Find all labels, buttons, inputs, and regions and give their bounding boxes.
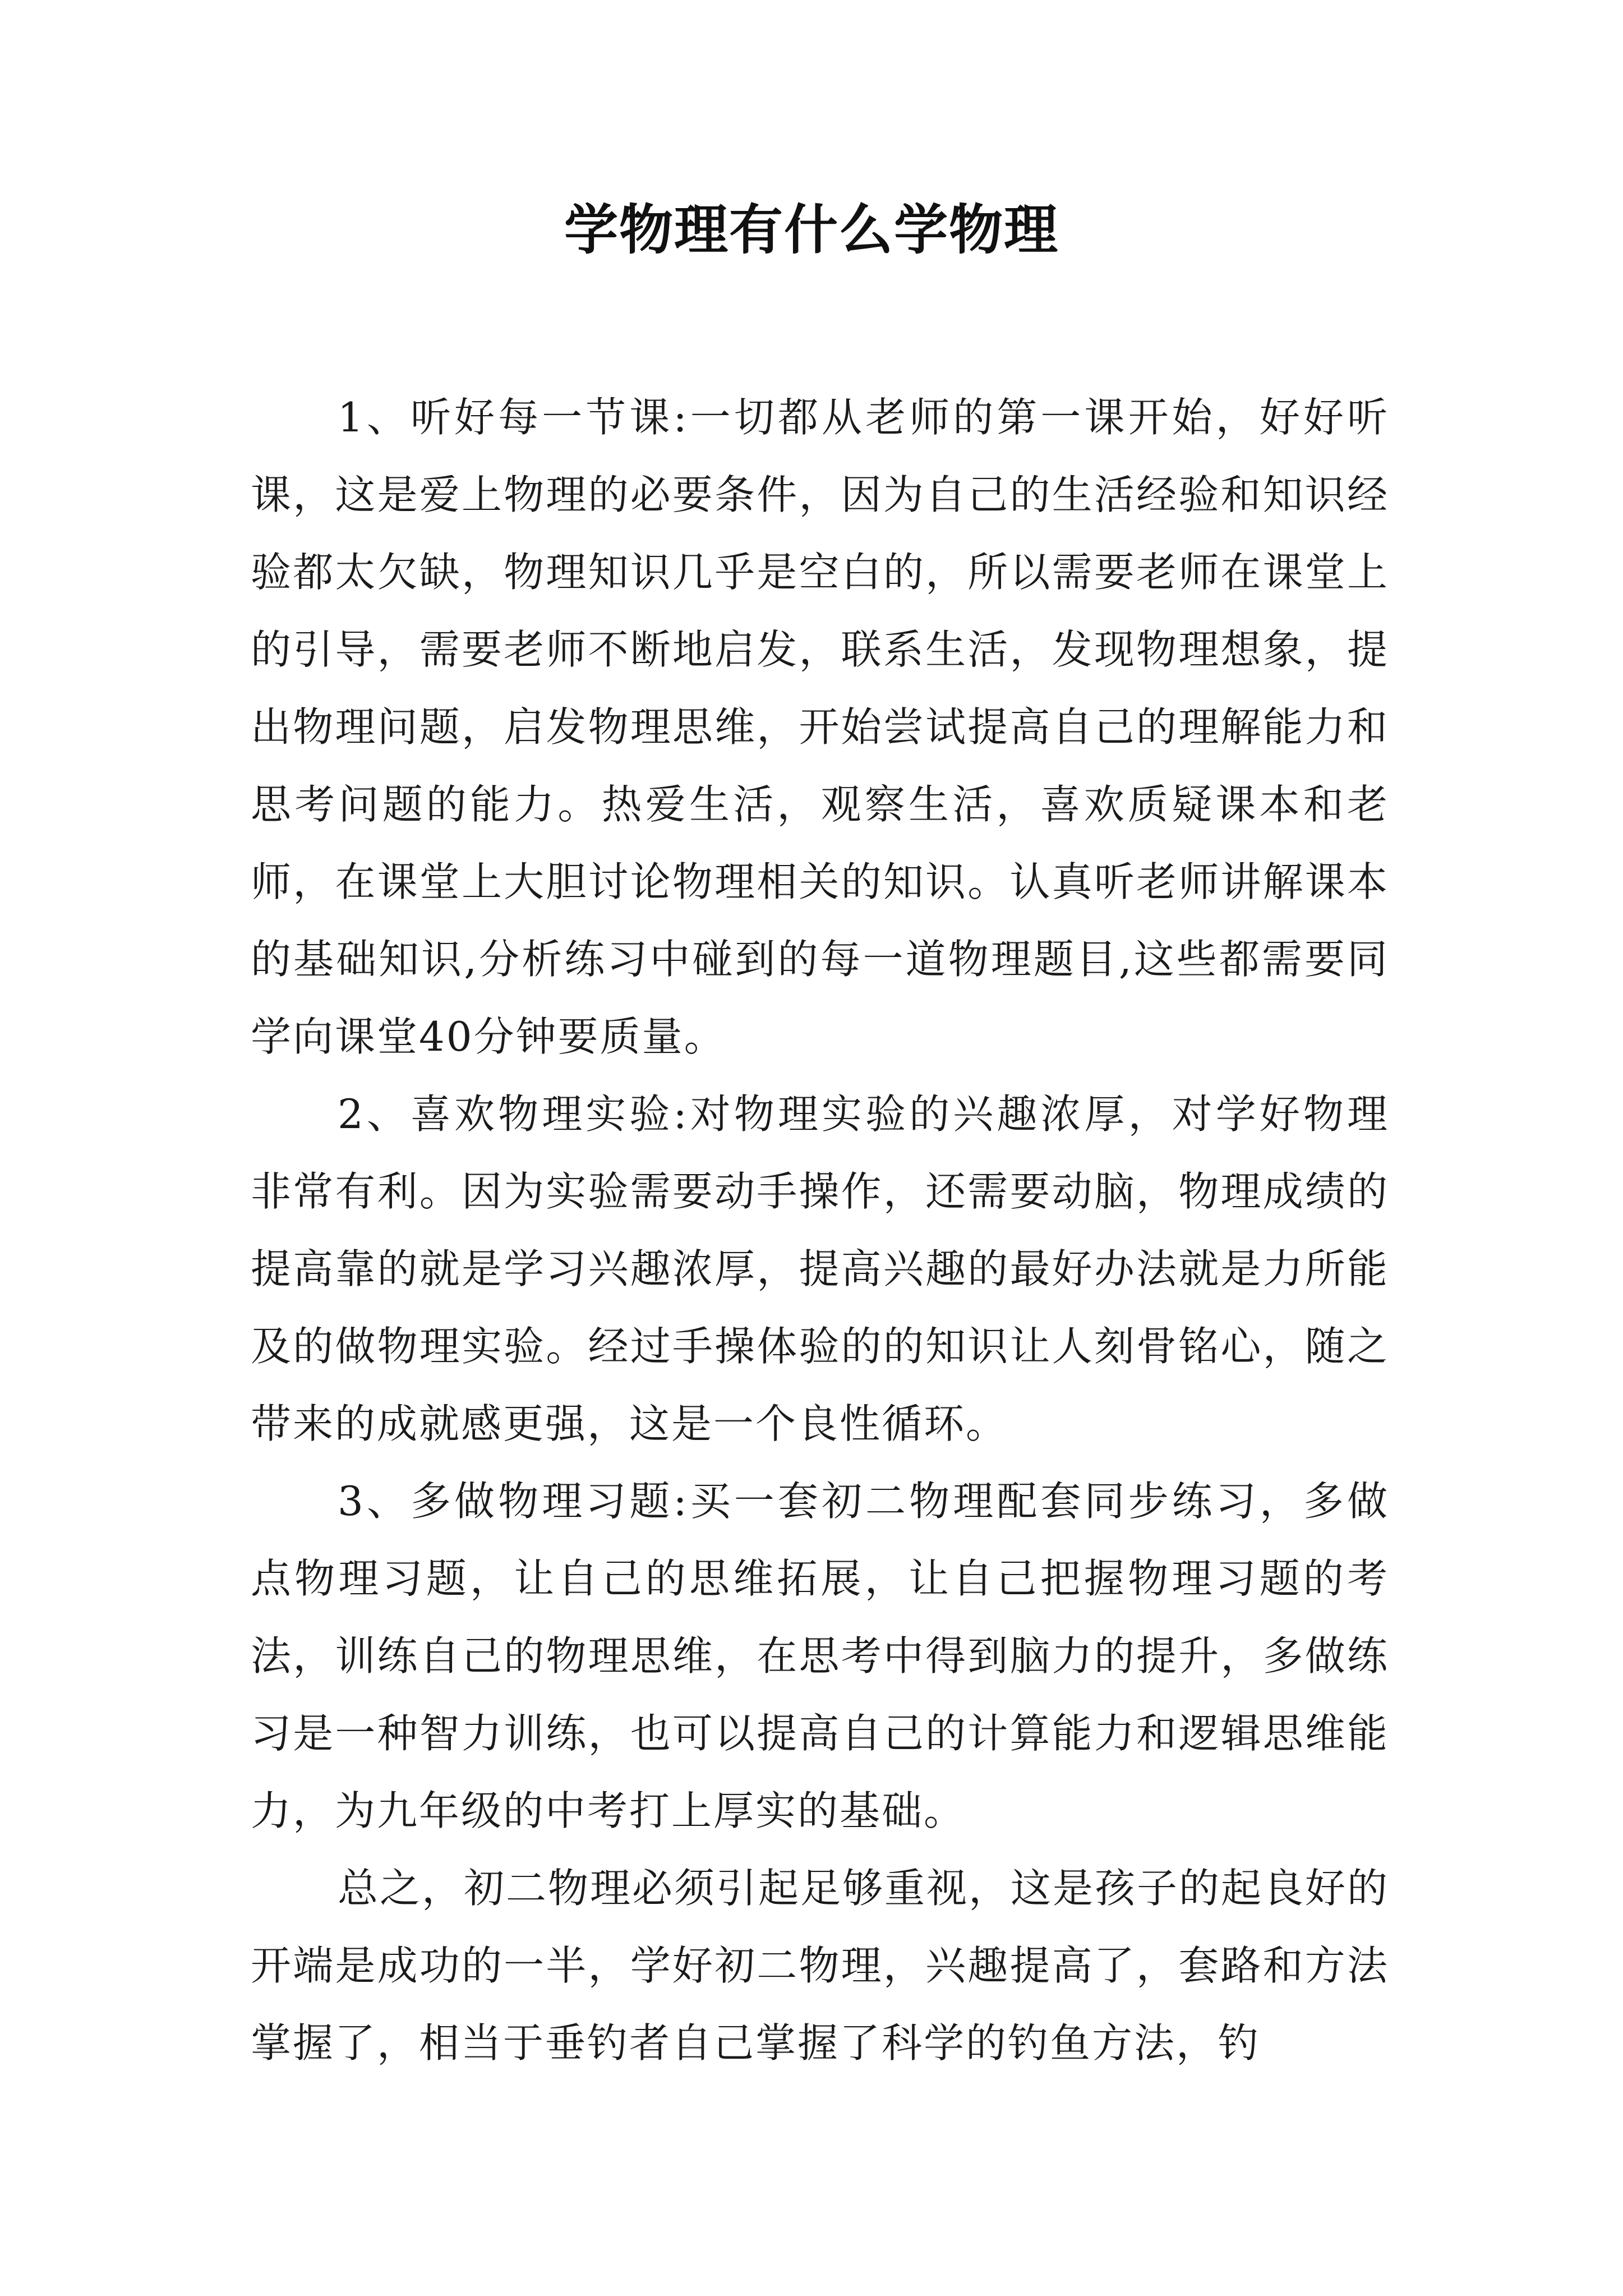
paragraph-3: 3、多做物理习题:买一套初二物理配套同步练习，多做点物理习题，让自己的思维拓展，让自己把握物理习题的考法，训练自己的物理思维，在思考中得到脑力的提升，多做练习是一种智力训练，也可以提高自己的计算能力和逻辑思维能力，为九年级的中考打上厚实的基础。 [251, 1478, 1389, 1834]
document-title: 学物理有什么学物理 [564, 198, 1059, 261]
paragraph-1: 1、听好每一节课:一切都从老师的第一课开始，好好听课，这是爱上物理的必要条件，因为自己的生活经验和知识经验都太欠缺，物理知识几乎是空白的，所以需要老师在课堂上的引导，需要老师不断地启发，联系生活，发现物理想象，提出物理问题，启发物理思维，开始尝试提高自己的理解能力和思考问题的能力。热爱生活，观察生活，喜欢质疑课本和老师，在课堂上大胆讨论物理相关的知识。认真听老师讲解课本的基础知识,分析练习中碰到的每一道物理题目,这些都需要同学向课堂40分钟要质量。 [251, 394, 1389, 1060]
paragraph-2: 2、喜欢物理实验:对物理实验的兴趣浓厚，对学好物理非常有利。因为实验需要动手操作，还需要动脑，物理成绩的提高靠的就是学习兴趣浓厚，提高兴趣的最好办法就是力所能及的做物理实验。经过手操体验的的知识让人刻骨铭心，随之带来的成就感更强，这是一个良性循环。 [251, 1091, 1389, 1447]
document-body [251, 379, 1389, 2082]
paragraph-4: 总之，初二物理必须引起足够重视，这是孩子的起良好的开端是成功的一半，学好初二物理，兴趣提高了，套路和方法掌握了，相当于垂钓者自己掌握了科学的钓鱼方法，钓 [251, 1865, 1390, 2067]
